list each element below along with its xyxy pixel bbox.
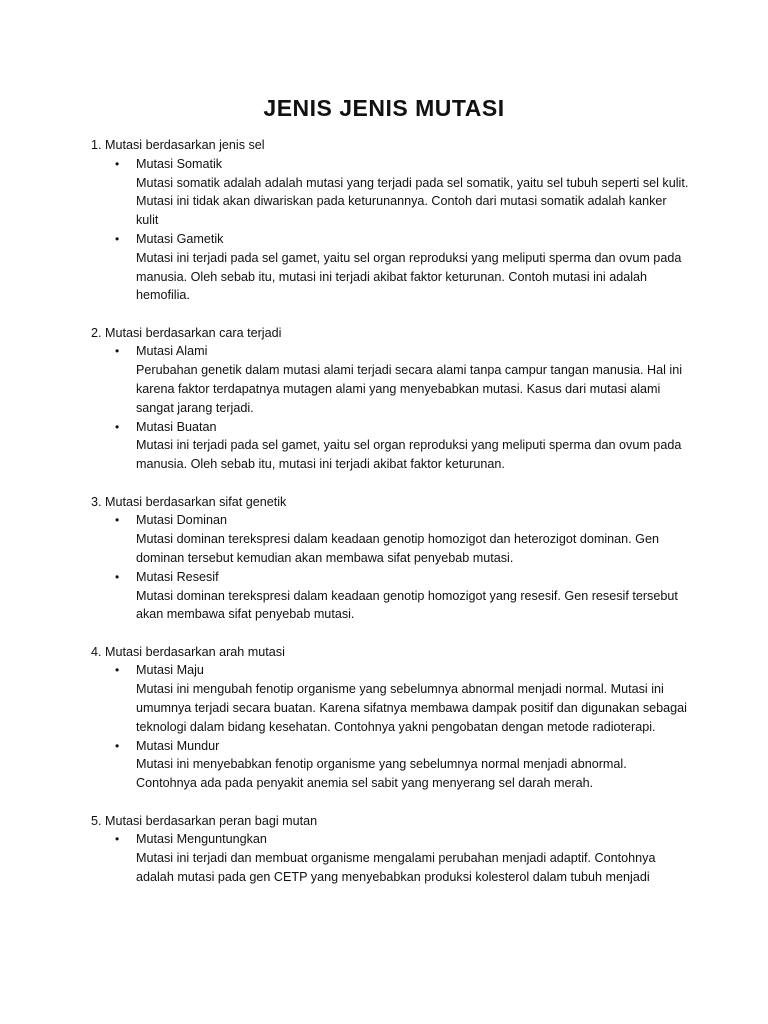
item-title: Mutasi Buatan [136,419,217,434]
list-item [91,661,691,736]
item-description: Mutasi ini terjadi pada sel gamet, yaitu sel organ reproduksi yang meliputi sperma dan ovum pada manusia. Oleh sebab itu, mutasi ini terjadi akibat faktor keturunan. Contoh mutasi ini adalah hemofilia. [136,250,682,303]
list-item [91,830,691,886]
section-4 [91,643,691,793]
item-title: Mutasi Alami [136,344,208,359]
section-5 [91,812,691,887]
bullet-icon: • [115,569,120,584]
list-item [91,342,691,417]
section-1 [91,136,691,305]
item-title: Mutasi Dominan [136,513,227,528]
list-item [91,568,691,624]
item-description: Mutasi ini terjadi dan membuat organisme mengalami perubahan menjadi adaptif. Contohnya adalah mutasi pada gen CETP yang menyebabkan produksi kolesterol dalam tubuh menjadi [136,851,656,884]
page-title: JENIS JENIS MUTASI [263,95,505,121]
section-3 [91,493,691,625]
item-description: Mutasi ini mengubah fenotip organisme yang sebelumnya abnormal menjadi normal. Mutasi ini umumnya terjadi secara buatan. Karena sifatnya membawa dampak positif dan digunakan sebagai teknologi dalam bidang kesehatan. Contohnya yakni pengobatan dengan metode radioterapi. [136,682,687,734]
bullet-icon: • [115,419,120,434]
bullet-icon: • [115,156,120,171]
item-title: Mutasi Menguntungkan [136,832,267,847]
section-heading: 5. Mutasi berdasarkan peran bagi mutan [91,813,318,828]
bullet-icon: • [115,344,120,359]
section-heading: 2. Mutasi berdasarkan cara terjadi [91,325,282,340]
bullet-icon: • [115,738,120,753]
list-item [91,230,691,305]
item-title: Mutasi Resesif [136,569,219,584]
section-heading: 3. Mutasi berdasarkan sifat genetik [91,494,287,509]
bullet-icon: • [115,513,120,528]
section-heading: 4. Mutasi berdasarkan arah mutasi [91,644,285,659]
list-item [91,737,691,793]
document-body [91,136,691,905]
item-description: Mutasi ini menyebabkan fenotip organisme yang sebelumnya normal menjadi abnormal. Contohnya ada pada penyakit anemia sel sabit yang menyerang sel darah merah. [136,757,627,791]
item-title: Mutasi Maju [136,663,204,678]
list-item [91,155,691,230]
bullet-icon: • [115,231,120,246]
list-item [91,511,691,567]
section-2 [91,324,691,474]
list-item [91,418,691,474]
item-title: Mutasi Gametik [136,231,224,246]
bullet-icon: • [115,663,120,678]
section-heading: 1. Mutasi berdasarkan jenis sel [91,138,265,152]
item-description: Perubahan genetik dalam mutasi alami terjadi secara alami tanpa campur tangan manusia. Hal ini karena faktor terdapatnya mutagen alami yang menyebabkan mutasi. Kasus dari mutasi alami sangat jarang terjadi. [136,363,683,415]
item-description: Mutasi dominan terekspresi dalam keadaan genotip homozigot yang resesif. Gen resesif tersebut akan membawa sifat penyebab mutasi. [136,588,678,622]
bullet-icon: • [115,832,120,847]
item-description: Mutasi ini terjadi pada sel gamet, yaitu sel organ reproduksi yang meliputi sperma dan ovum pada manusia. Oleh sebab itu, mutasi ini terjadi akibat faktor keturunan. [136,438,682,472]
item-description: Mutasi somatik adalah adalah mutasi yang terjadi pada sel somatik, yaitu sel tubuh seperti sel kulit. Mutasi ini tidak akan diwariskan pada keturunannya. Contoh dari mutasi somatik adalah kanker kulit [136,175,689,228]
item-description: Mutasi dominan terekspresi dalam keadaan genotip homozigot dan heterozigot dominan. Gen dominan tersebut kemudian akan membawa sifat penyebab mutasi. [136,532,659,565]
item-title: Mutasi Somatik [136,156,223,171]
item-title: Mutasi Mundur [136,738,220,753]
